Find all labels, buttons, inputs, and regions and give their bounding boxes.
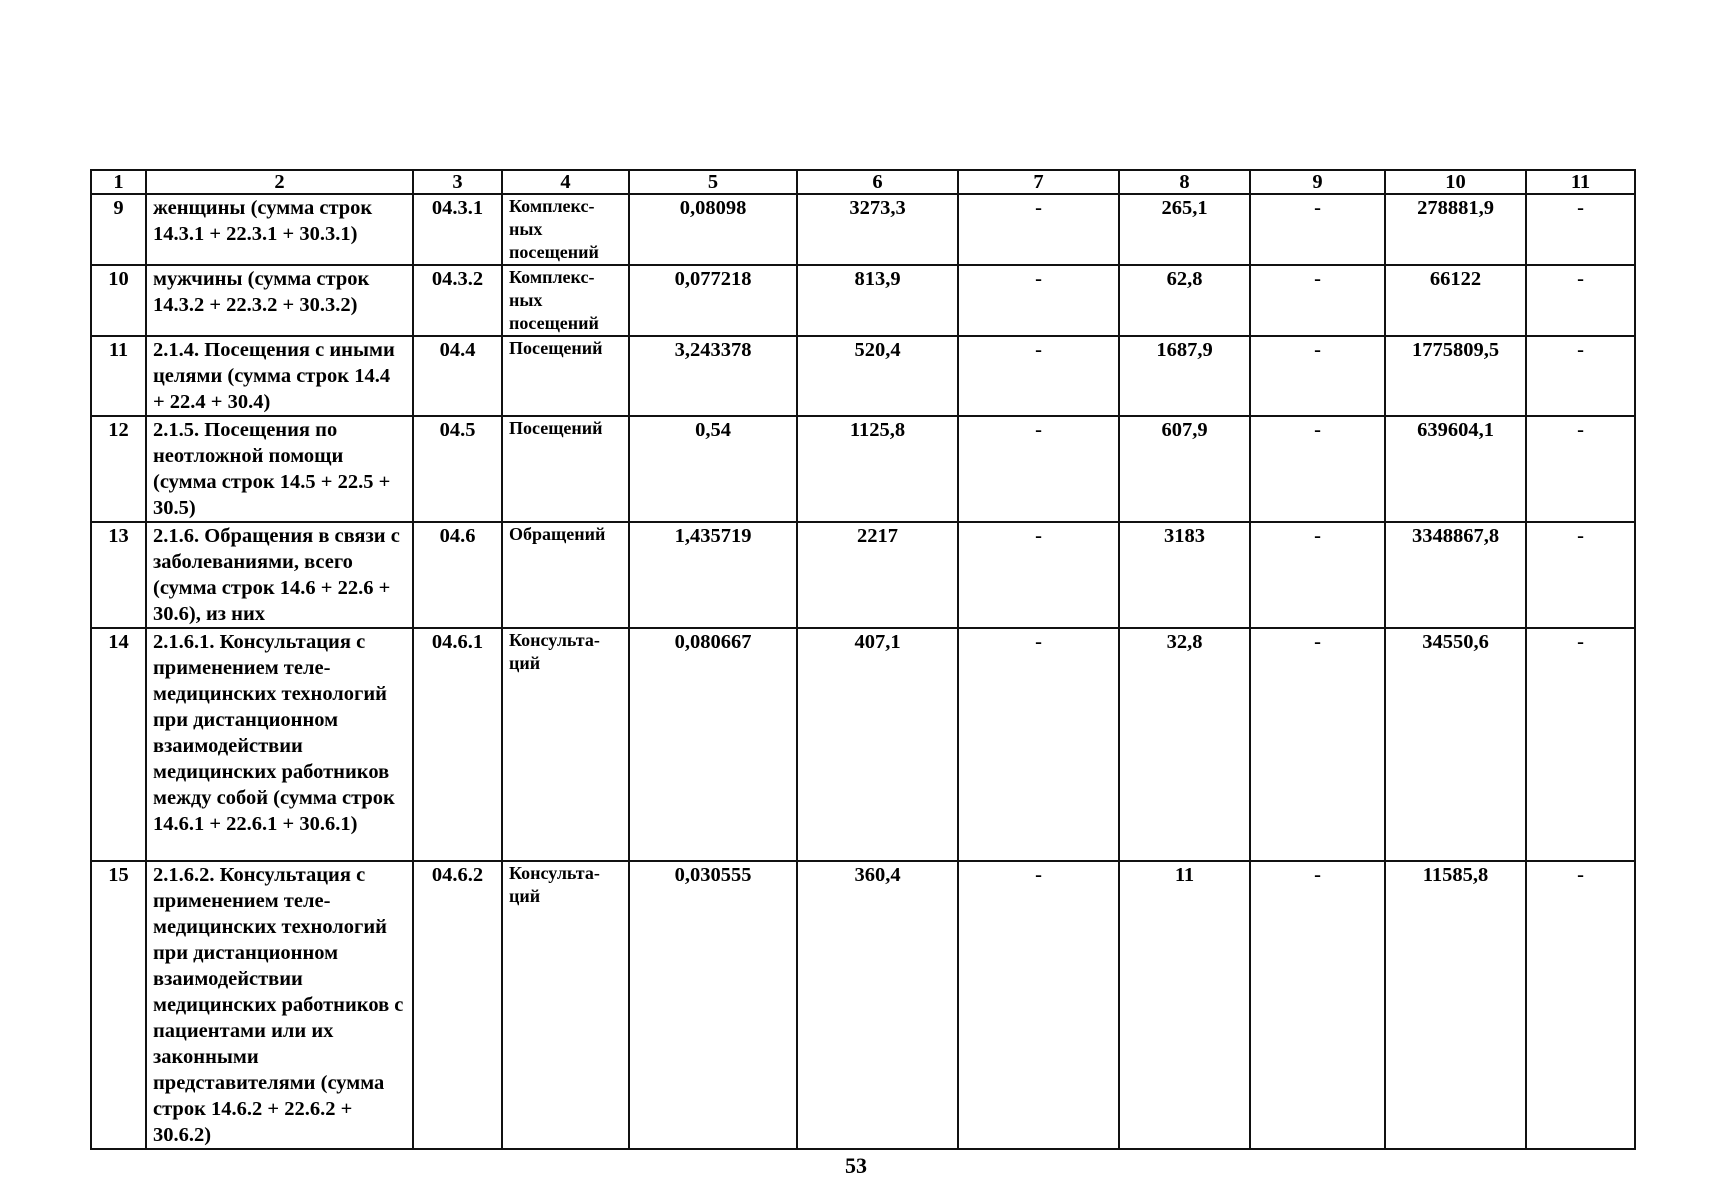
row-unit: Посещений [502,336,629,416]
row-unit: Посещений [502,416,629,522]
row-unit: Консульта-ций [502,861,629,1149]
cell-col6: 813,9 [797,265,958,336]
cell-col7: - [958,194,1119,265]
cell-col10: 278881,9 [1385,194,1526,265]
cell-col8: 3183 [1119,522,1250,628]
cell-col8: 11 [1119,861,1250,1149]
row-code: 04.6.1 [413,628,502,861]
row-code: 04.4 [413,336,502,416]
cell-col11: - [1526,265,1635,336]
cell-col10: 34550,6 [1385,628,1526,861]
column-header: 7 [958,170,1119,194]
row-code: 04.6.2 [413,861,502,1149]
cell-col6: 3273,3 [797,194,958,265]
cell-col9: - [1250,628,1385,861]
cell-col5: 0,080667 [629,628,797,861]
cell-col8: 32,8 [1119,628,1250,861]
cell-col5: 1,435719 [629,522,797,628]
cell-col9: - [1250,522,1385,628]
cell-col5: 3,243378 [629,336,797,416]
column-header: 9 [1250,170,1385,194]
cell-col7: - [958,336,1119,416]
cell-col5: 0,077218 [629,265,797,336]
cell-col6: 1125,8 [797,416,958,522]
cell-col9: - [1250,194,1385,265]
row-number: 13 [91,522,146,628]
column-header: 11 [1526,170,1635,194]
row-name: женщины (сумма строк 14.3.1 + 22.3.1 + 30.3.1) [146,194,413,265]
cell-col9: - [1250,336,1385,416]
row-number: 10 [91,265,146,336]
row-unit: Консульта-ций [502,628,629,861]
cell-col6: 360,4 [797,861,958,1149]
row-name: 2.1.4. Посещения с иными целями (сумма строк 14.4 + 22.4 + 30.4) [146,336,413,416]
cell-col11: - [1526,861,1635,1149]
row-name: 2.1.6. Обращения в связи с заболеваниями, всего (сумма строк 14.6 + 22.6 + 30.6), из них [146,522,413,628]
column-header: 10 [1385,170,1526,194]
cell-col8: 607,9 [1119,416,1250,522]
page-number: 53 [845,1153,867,1178]
cell-col8: 1687,9 [1119,336,1250,416]
cell-col7: - [958,861,1119,1149]
cell-col10: 66122 [1385,265,1526,336]
column-header: 2 [146,170,413,194]
cell-col10: 639604,1 [1385,416,1526,522]
column-header: 5 [629,170,797,194]
row-name: 2.1.6.1. Консультация с применением теле-медицинских технологий при дистанционном взаимодействии медицинских работников между собой (сумма строк 14.6.1 + 22.6.1 + 30.6.1) [146,628,413,861]
cell-col9: - [1250,416,1385,522]
table-row [91,265,1635,336]
row-unit: Комплекс-ных посещений [502,265,629,336]
cell-col6: 520,4 [797,336,958,416]
column-header: 6 [797,170,958,194]
cell-col8: 265,1 [1119,194,1250,265]
cell-col11: - [1526,522,1635,628]
row-number: 9 [91,194,146,265]
cell-col11: - [1526,336,1635,416]
row-code: 04.6 [413,522,502,628]
cell-col7: - [958,522,1119,628]
cell-col9: - [1250,861,1385,1149]
column-header: 3 [413,170,502,194]
cell-col6: 2217 [797,522,958,628]
row-name: 2.1.5. Посещения по неотложной помощи (сумма строк 14.5 + 22.5 + 30.5) [146,416,413,522]
cell-col10: 11585,8 [1385,861,1526,1149]
table-row [91,194,1635,265]
data-table [90,169,1636,1150]
cell-col8: 62,8 [1119,265,1250,336]
row-number: 12 [91,416,146,522]
row-number: 11 [91,336,146,416]
table-row [91,628,1635,861]
cell-col11: - [1526,194,1635,265]
table-row [91,336,1635,416]
table-row [91,416,1635,522]
row-unit: Комплекс-ных посещений [502,194,629,265]
cell-col11: - [1526,416,1635,522]
cell-col5: 0,54 [629,416,797,522]
column-header: 8 [1119,170,1250,194]
cell-col5: 0,030555 [629,861,797,1149]
column-number-row [91,170,1635,194]
table-row [91,522,1635,628]
row-number: 15 [91,861,146,1149]
cell-col6: 407,1 [797,628,958,861]
row-code: 04.5 [413,416,502,522]
row-number: 14 [91,628,146,861]
cell-col10: 3348867,8 [1385,522,1526,628]
row-name: мужчины (сумма строк 14.3.2 + 22.3.2 + 30.3.2) [146,265,413,336]
cell-col5: 0,08098 [629,194,797,265]
table-row [91,861,1635,1149]
cell-col11: - [1526,628,1635,861]
cell-col9: - [1250,265,1385,336]
cell-col10: 1775809,5 [1385,336,1526,416]
row-name: 2.1.6.2. Консультация с применением теле-медицинских технологий при дистанционном взаимодействии медицинских работников с пациентами или их законными представителями (сумма строк 14.6.2 + 22.6.2 + 30.6.2) [146,861,413,1149]
cell-col7: - [958,416,1119,522]
column-header: 1 [91,170,146,194]
row-code: 04.3.1 [413,194,502,265]
cell-col7: - [958,265,1119,336]
column-header: 4 [502,170,629,194]
row-unit: Обращений [502,522,629,628]
row-code: 04.3.2 [413,265,502,336]
cell-col7: - [958,628,1119,861]
